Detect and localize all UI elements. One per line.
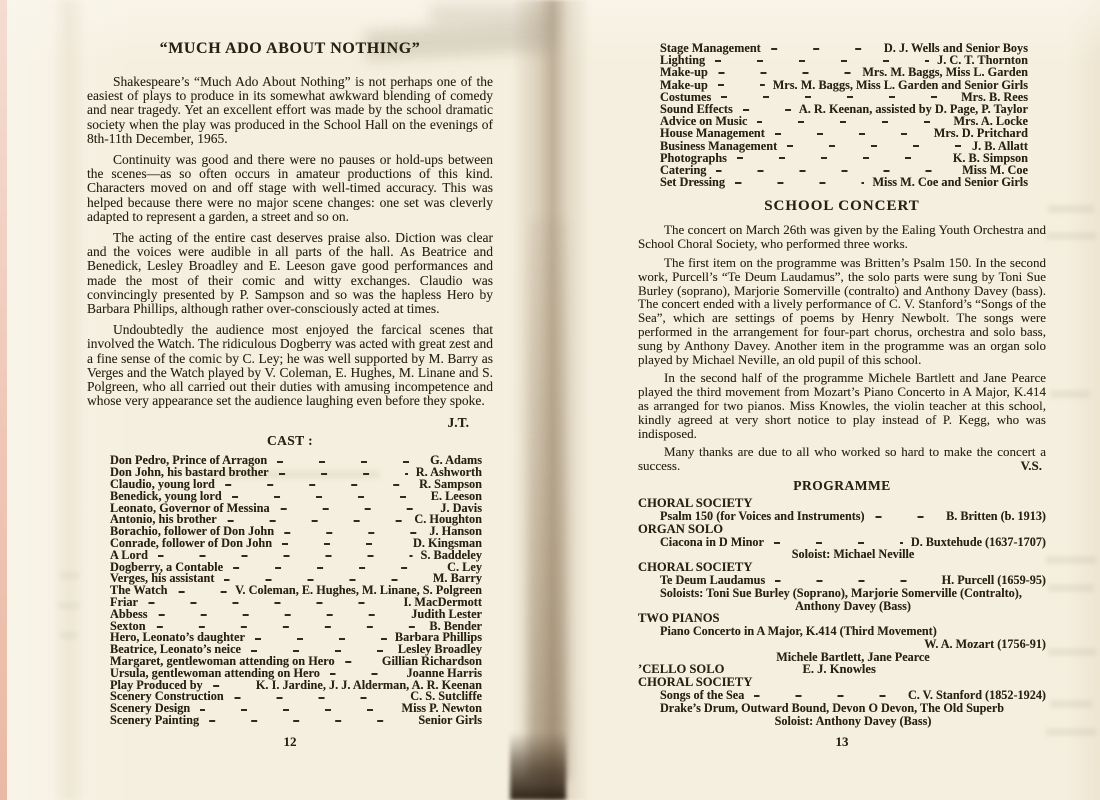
role-label: Scenery Construction xyxy=(110,689,224,704)
concert-article-title: SCHOOL CONCERT xyxy=(764,198,920,215)
composer-name: C. V. Stanford (1852-1924) xyxy=(907,688,1046,703)
dash-leader xyxy=(716,170,954,172)
person-name: M. Barry xyxy=(432,571,482,586)
role-label: Advice on Music xyxy=(660,114,748,129)
person-name: Miss M. Coe xyxy=(962,163,1028,178)
paragraph: The concert on March 26th was given by the Ealing Youth Orchestra and School Choral Society, who performed three works. xyxy=(638,222,1046,252)
scan-left-edge xyxy=(0,0,7,800)
dash-leader xyxy=(213,685,248,687)
left-page xyxy=(87,30,493,750)
paragraph: Continuity was good and there were no pauses or hold-ups between the scenes—as so often occurs in amateur productions of this kind. Characters moved on and off stage with well-timed accuracy. This was helped because there were no major scene changes: one set was cleverly adapted to represent a garden, a street and so on. xyxy=(87,152,493,224)
dash-leader xyxy=(345,661,374,663)
bleed-through-mark xyxy=(1050,700,1092,708)
dash-leader xyxy=(774,542,903,544)
dash-leader xyxy=(715,60,929,62)
dash-leader xyxy=(280,508,433,510)
role-label: Lighting xyxy=(660,53,706,68)
person-name: J. B. Allatt xyxy=(971,138,1028,153)
role-label: Don John, his bastard brother xyxy=(110,465,269,480)
bleed-through-mark xyxy=(58,602,80,609)
right-page xyxy=(638,36,1046,750)
programme-section xyxy=(638,497,1046,523)
role-label: Play Produced by xyxy=(110,677,203,692)
bleed-through-mark xyxy=(1048,584,1094,592)
work-title: Te Deum Laudamus xyxy=(660,573,766,588)
dash-leader xyxy=(718,84,765,86)
role-label: Catering xyxy=(660,163,707,178)
concert-paragraphs xyxy=(638,223,1046,473)
dash-leader xyxy=(232,496,423,498)
dash-leader xyxy=(224,579,424,581)
bleed-through-mark xyxy=(60,572,80,579)
dash-leader xyxy=(158,614,404,616)
bleed-through-mark xyxy=(1046,556,1096,564)
role-label: Hero, Leonato’s daughter xyxy=(110,630,245,645)
role-label: Borachio, follower of Don John xyxy=(110,524,275,539)
cast-row xyxy=(110,715,482,727)
person-name: J. Davis xyxy=(440,500,482,515)
programme-work-row xyxy=(660,574,1046,587)
person-name: C. S. Sutcliffe xyxy=(410,689,482,704)
role-label: Sound Effects xyxy=(660,102,733,117)
person-name: K. B. Simpson xyxy=(952,150,1028,165)
person-name: A. R. Keenan, assisted by D. Page, P. Taylor xyxy=(798,102,1028,117)
person-name: Mrs. D. Pritchard xyxy=(933,126,1028,141)
dash-leader xyxy=(875,516,939,518)
paragraph: The first item on the programme was Britten’s Psalm 150. In the second work, Purcell’s “Te Deum Laudamus”, the solo parts were sung by Toni Sue Burley (soprano), Marjorie Somerville (contralto) and Anthony Davey (bass). The concert ended with a lively performance of C. V. Stanford’s “Songs of the Sea”, which are settings of poems by Henry Newbolt. The songs were performed in the arrangement for four-part chorus, orchestra and solo bass, sung by Anthony Davey. Another item in the programme was an organ solo played by Michael Neville, an old pupil of this school. xyxy=(638,255,1046,367)
role-label: Friar xyxy=(110,595,138,610)
role-label: Conrade, follower of Don John xyxy=(110,536,273,551)
bleed-through-mark xyxy=(1048,205,1094,213)
credit-row xyxy=(660,127,1028,139)
programme-section xyxy=(638,676,1046,727)
programme-section-heading-text: CHORAL SOCIETY xyxy=(638,675,753,690)
role-label: Costumes xyxy=(660,89,712,104)
paragraph: The acting of the entire cast deserves praise also. Diction was clear and the voices were audible in all parts of the hall. As Beatrice and Benedick, Lesley Broadley and E. Leeson gave good performances and made the most of their comic and witty exchanges. Claudio was convincingly presented by P. Sampson and so was the hapless Hero by Barbara Phillips, although rather over-consciously acted at times. xyxy=(87,230,493,317)
cast-heading: CAST : xyxy=(266,433,314,449)
programme-section-heading-text: TWO PIANOS xyxy=(638,611,720,626)
paragraph: Shakespeare’s “Much Ado About Nothing” is not perhaps one of the easiest of plays to produce in its somewhat awkward blending of comedy and near tragedy. Yet an excellent effort was made by the school dramatic society when the play was produced in the School Hall on the evenings of 8th-11th December, 1965. xyxy=(87,74,493,146)
programme-sections xyxy=(638,497,1046,727)
person-name: Miss M. Coe and Senior Girls xyxy=(872,175,1028,190)
person-name: Barbara Phillips xyxy=(394,630,482,645)
dash-leader xyxy=(251,650,390,652)
dash-leader xyxy=(200,709,393,711)
programme-section-heading-text: ORGAN SOLO xyxy=(638,521,724,536)
dash-leader xyxy=(330,673,399,675)
dash-leader xyxy=(209,720,410,722)
person-name: C. Ley xyxy=(447,559,482,574)
programme-line: Drake’s Drum, Outward Bound, Devon O Devon, The Old Superb xyxy=(660,701,1005,716)
person-name: Joanne Harris xyxy=(406,665,482,680)
programme-lines xyxy=(660,689,1046,727)
dash-leader xyxy=(743,109,791,111)
dash-leader xyxy=(787,145,964,147)
right-page-number: 13 xyxy=(835,734,849,750)
programme-line: W. A. Mozart (1756-91) xyxy=(924,636,1046,651)
play-review-title: “MUCH ADO ABOUT NOTHING” xyxy=(159,40,421,57)
role-label: Photographs xyxy=(660,150,727,165)
review-byline: J.T. xyxy=(447,415,469,431)
dash-leader xyxy=(225,484,411,486)
person-name: B. Bender xyxy=(429,618,482,633)
role-label: Make-up xyxy=(660,65,708,80)
role-label: Claudio, young lord xyxy=(110,477,215,492)
person-name: R. Ashworth xyxy=(415,465,482,480)
bleed-through-mark xyxy=(60,632,78,639)
role-label: Set Dressing xyxy=(660,175,726,190)
dash-leader xyxy=(754,695,900,697)
dash-leader xyxy=(282,543,405,545)
role-label: The Watch xyxy=(110,583,168,598)
person-name: V. Coleman, E. Hughes, M. Linane, S. Polgreen xyxy=(235,583,482,598)
programme-line: Soloist: Michael Neville xyxy=(791,547,915,562)
person-name: G. Adams xyxy=(430,453,482,468)
role-label: Abbess xyxy=(110,606,148,621)
role-label: Benedick, young lord xyxy=(110,488,222,503)
dash-leader xyxy=(737,157,945,159)
role-label: Verges, his assistant xyxy=(110,571,215,586)
cast-list xyxy=(110,455,482,726)
person-name: Senior Girls xyxy=(418,713,482,727)
dash-leader xyxy=(775,580,933,582)
role-label: Ursula, gentlewoman attending on Hero xyxy=(110,665,320,680)
book-gutter-dark-patch xyxy=(510,732,566,800)
dash-leader xyxy=(148,602,395,604)
programme-line: Soloist: Anthony Davey (Bass) xyxy=(774,713,932,728)
role-label: Margaret, gentlewoman attending on Hero xyxy=(110,654,335,669)
role-label: Stage Management xyxy=(660,41,761,55)
person-name: I. MacDermott xyxy=(403,595,482,610)
programme-heading: PROGRAMME xyxy=(793,477,891,493)
person-name: Mrs. M. Baggs, Miss L. Garden xyxy=(862,65,1028,80)
person-name: Miss P. Newton xyxy=(401,701,482,716)
person-name: D. Kingsman xyxy=(412,536,482,551)
programme-section-heading-text: ’CELLO SOLO xyxy=(638,662,725,677)
bleed-through-mark xyxy=(1046,728,1096,736)
programme-line: Soloists: Toni Sue Burley (Soprano), Marjorie Somerville (Contralto), xyxy=(660,585,1022,600)
dash-leader xyxy=(775,133,926,135)
role-label: Antonio, his brother xyxy=(110,512,217,527)
role-label: Make-up xyxy=(660,77,708,92)
dash-leader xyxy=(735,182,864,184)
person-name: Gillian Richardson xyxy=(381,654,482,669)
dash-leader xyxy=(178,591,228,593)
paragraph: Undoubtedly the audience most enjoyed the farcical scenes that involved the Watch. The ridiculous Dogberry was acted with great zest and a fine sense of the comic by C. Ley; he was well supported by M. Barry as Verges and the Watch played by V. Coleman, E. Hughes, M. Linane and S. Polgreen, who all carried out their duties with amusing incompetence and whose very appearance set the audience laughing even before they spoke. xyxy=(87,322,493,409)
cast-row xyxy=(110,606,482,621)
role-label: Beatrice, Leonato’s neice xyxy=(110,642,242,657)
programme-lines xyxy=(660,536,1046,561)
person-name: E. Leeson xyxy=(430,488,482,503)
person-name: Mrs. B. Rees xyxy=(961,89,1028,104)
programme-section-heading xyxy=(638,523,1046,536)
concert-byline: V.S. xyxy=(1020,458,1042,474)
role-label: Scenery Design xyxy=(110,701,191,716)
ink-smudge xyxy=(430,4,560,26)
person-name: R. Sampson xyxy=(419,477,482,492)
composer-name: D. Buxtehude (1637-1707) xyxy=(910,534,1046,549)
programme-line: Piano Concerto in A Major, K.414 (Third Movement) xyxy=(660,624,937,639)
role-label: Dogberry, a Contable xyxy=(110,559,224,574)
programme-section xyxy=(638,523,1046,561)
credit-row xyxy=(660,66,1028,78)
role-label: House Management xyxy=(660,126,765,141)
work-title: Psalm 150 (for Voices and Instruments) xyxy=(660,508,865,523)
dash-leader xyxy=(284,532,421,534)
programme-performer-name: E. J. Knowles xyxy=(802,662,876,677)
programme-line: Anthony Davey (Bass) xyxy=(795,598,911,613)
person-name: K. I. Jardine, J. J. Alderman, A. R. Keenan xyxy=(255,677,482,692)
programme-section xyxy=(638,561,1046,612)
programme-section xyxy=(638,612,1046,663)
page-curl-shadow xyxy=(52,0,86,800)
role-label: A Lord xyxy=(110,547,148,562)
credit-row xyxy=(660,140,1028,152)
role-label: Sexton xyxy=(110,618,146,633)
dash-leader xyxy=(721,96,953,98)
dash-leader xyxy=(718,72,855,74)
dash-leader xyxy=(234,697,403,699)
dash-leader xyxy=(277,461,422,463)
production-credits-list xyxy=(660,36,1028,188)
dash-leader xyxy=(156,626,422,628)
work-title: Songs of the Sea xyxy=(660,688,745,703)
credit-row xyxy=(660,176,1028,188)
person-name: Mrs. M. Baggs, Miss L. Garden and Senior Girls xyxy=(772,77,1028,92)
person-name: J. C. T. Thornton xyxy=(937,53,1028,68)
role-label: Business Management xyxy=(660,138,778,153)
composer-name: H. Purcell (1659-95) xyxy=(941,573,1046,588)
dash-leader xyxy=(227,520,407,522)
dash-leader xyxy=(255,638,387,640)
dash-leader xyxy=(158,555,413,557)
person-name: J. Hanson xyxy=(429,524,482,539)
programme-lines xyxy=(660,625,1046,663)
paragraph: In the second half of the programme Michele Bartlett and Jane Pearce played the third movement from Mozart’s Piano Concerto in A Major, K.414 as arranged for two pianos. Miss Knowles, the violin teacher at this school, kindly agreed at very short notice to play instead of P. Kegg, who was indisposed. xyxy=(638,370,1046,441)
programme-section-heading-text: CHORAL SOCIETY xyxy=(638,495,753,510)
programme-line: Michele Bartlett, Jane Pearce xyxy=(776,649,930,664)
person-name: C. Houghton xyxy=(414,512,482,527)
person-name: S. Baddeley xyxy=(420,547,482,562)
dash-leader xyxy=(279,473,408,475)
composer-name: B. Britten (b. 1913) xyxy=(946,508,1046,523)
left-page-number: 12 xyxy=(283,733,297,749)
dash-leader xyxy=(233,567,439,569)
programme-lines xyxy=(660,574,1046,612)
programme-section-heading-text: CHORAL SOCIETY xyxy=(638,560,753,575)
dash-leader xyxy=(757,121,945,123)
person-name: Judith Lester xyxy=(411,606,482,621)
bleed-through-mark xyxy=(1046,232,1096,240)
credit-row xyxy=(660,79,1028,91)
book-gutter-shadow-lower xyxy=(528,220,568,780)
work-title: Ciacona in D Minor xyxy=(660,534,764,549)
paragraph: Many thanks are due to all who worked so hard to make the concert a success. V.S. xyxy=(638,444,1046,474)
person-name: D. J. Wells and Senior Boys xyxy=(883,41,1028,55)
role-label: Don Pedro, Prince of Arragon xyxy=(110,453,268,468)
bleed-through-mark xyxy=(1048,648,1096,656)
person-name: Lesley Broadley xyxy=(397,642,482,657)
bleed-through-mark xyxy=(1050,390,1090,398)
person-name: Mrs. A. Locke xyxy=(953,114,1028,129)
role-label: Scenery Painting xyxy=(110,713,200,727)
play-review-paragraphs xyxy=(87,75,493,408)
dash-leader xyxy=(771,48,876,50)
role-label: Leonato, Governor of Messina xyxy=(110,500,270,515)
